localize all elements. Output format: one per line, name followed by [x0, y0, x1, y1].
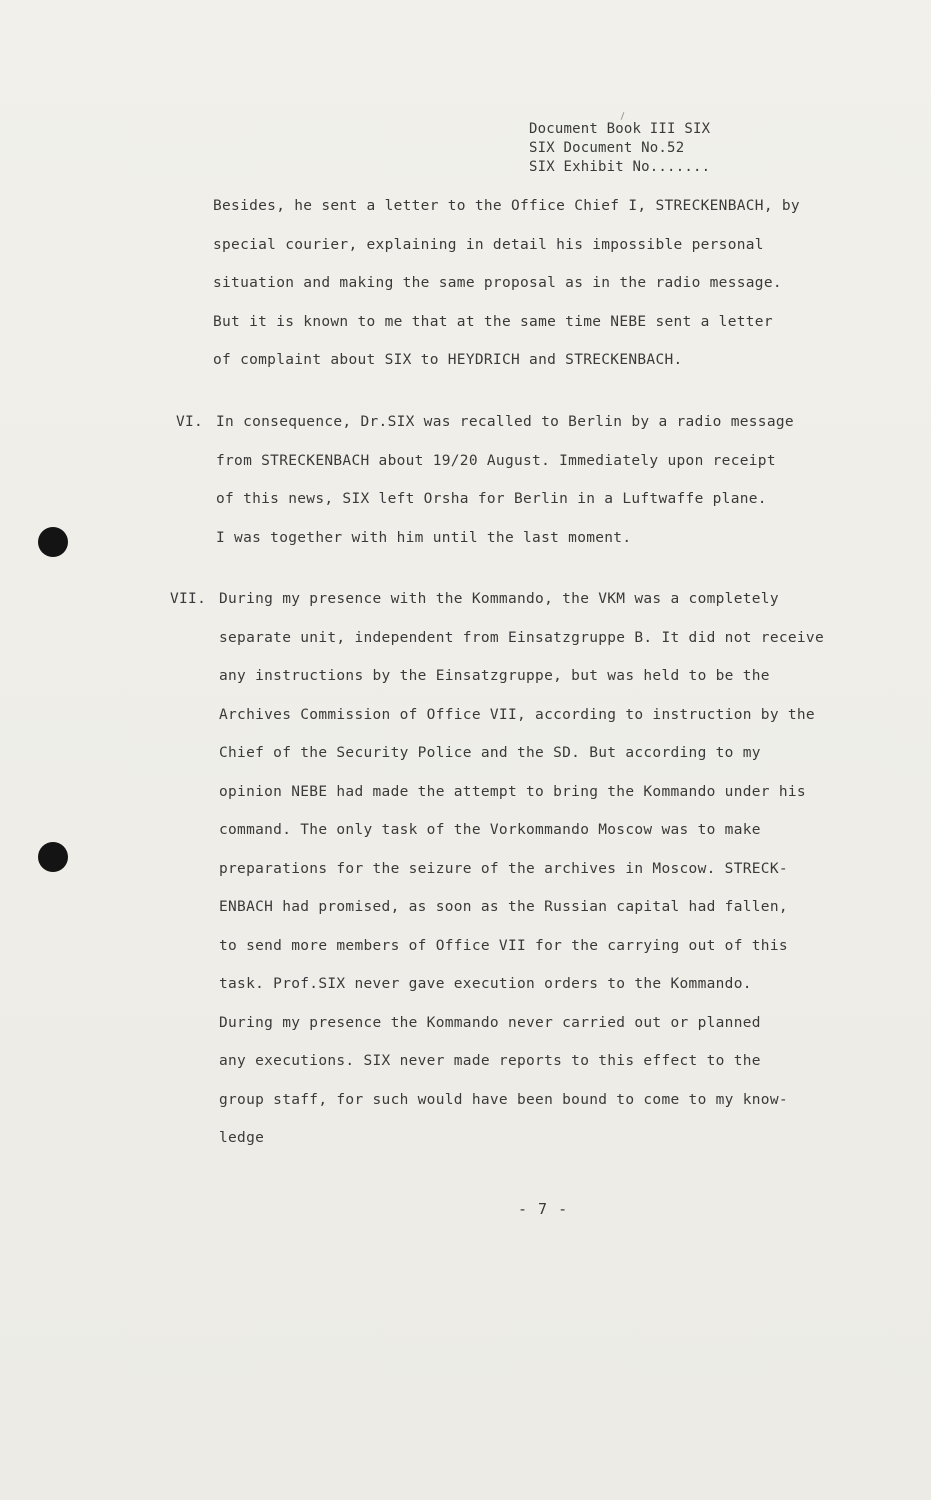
header-exhibit-line: SIX Exhibit No....... [529, 159, 711, 175]
paragraph-line: special courier, explaining in detail his impossible personal [213, 236, 764, 253]
paragraph-line: situation and making the same proposal as in the radio message. [213, 275, 782, 291]
paragraph-intro [213, 187, 800, 380]
paragraph-line: any executions. SIX never made reports to this effect to the [219, 1053, 761, 1069]
paragraph-line: During my presence the Kommando never carried out or planned [219, 1014, 761, 1031]
punch-hole-lower [38, 842, 68, 872]
paragraph-line: separate unit, independent from Einsatzgruppe B. It did not receive [219, 629, 824, 646]
pencil-mark [621, 112, 625, 120]
paragraph-line: of complaint about SIX to HEYDRICH and STRECKENBACH. [213, 352, 683, 368]
paragraph-line: But it is known to me that at the same time NEBE sent a letter [213, 313, 773, 330]
section-numeral-vi: VI. [176, 414, 204, 430]
header-document-line: SIX Document No.52 [529, 140, 685, 156]
paragraph-line: any instructions by the Einsatzgruppe, but was held to be the [219, 668, 770, 684]
paragraph-line: command. The only task of the Vorkommando Moscow was to make [219, 822, 761, 838]
paragraph-line: Archives Commission of Office VII, according to instruction by the [219, 706, 815, 723]
paragraph-line: group staff, for such would have been bound to come to my know- [219, 1091, 788, 1108]
paragraph-line: Besides, he sent a letter to the Office Chief I, STRECKENBACH, by [213, 198, 800, 214]
document-header [529, 120, 710, 177]
paragraph-line: to send more members of Office VII for the carrying out of this [219, 937, 788, 954]
paragraph-line: from STRECKENBACH about 19/20 August. Immediately upon receipt [216, 452, 776, 469]
paragraph-line: preparations for the seizure of the archives in Moscow. STRECK- [219, 860, 788, 877]
paragraph-line: opinion NEBE had made the attempt to bring the Kommando under his [219, 783, 806, 800]
paragraph-line: During my presence with the Kommando, the VKM was a completely [219, 591, 779, 607]
page-number: - 7 - [518, 1200, 569, 1218]
paragraph-line: ENBACH had promised, as soon as the Russian capital had fallen, [219, 899, 788, 915]
paragraph-vi [216, 403, 794, 557]
header-book-line: Document Book III SIX [529, 121, 711, 137]
paragraph-line: Chief of the Security Police and the SD. But according to my [219, 745, 761, 761]
paragraph-line: of this news, SIX left Orsha for Berlin in a Luftwaffe plane. [216, 491, 767, 507]
paragraph-line: I was together with him until the last moment. [216, 529, 632, 546]
paragraph-line: In consequence, Dr.SIX was recalled to Berlin by a radio message [216, 414, 794, 430]
punch-hole-upper [38, 527, 68, 557]
section-numeral-vii: VII. [170, 591, 207, 607]
paragraph-line: task. Prof.SIX never gave execution orders to the Kommando. [219, 976, 752, 992]
paragraph-vii [219, 580, 824, 1158]
paragraph-line: ledge [219, 1130, 265, 1146]
